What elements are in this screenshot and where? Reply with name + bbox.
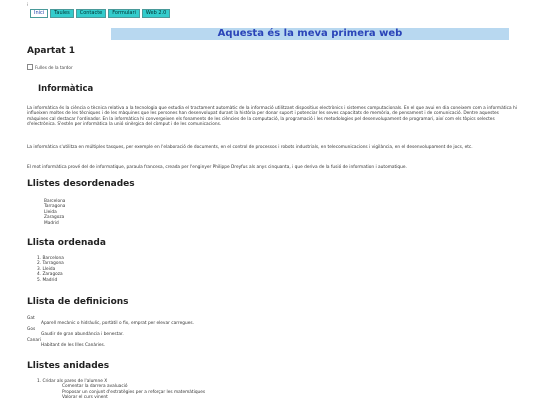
list-item: Barcelona [44, 199, 66, 204]
definition-term: Canari [27, 337, 41, 343]
unordered-list [44, 199, 65, 226]
section-title-apartat1: Apartat 1 [27, 46, 75, 56]
list-item: 5. Madrid [37, 277, 58, 283]
nav-tab-taules[interactable]: Taules [50, 9, 74, 18]
section-title-ordered: Llista ordenada [27, 238, 106, 248]
list-item: Lleida [44, 209, 57, 215]
list-item: 3. Lleida [37, 266, 56, 272]
broken-image-icon [27, 64, 33, 70]
list-item: Proposar un conjunt d'estratègies per a reforçar les matemàtiques [62, 389, 206, 395]
page-banner-title: Aquesta és la meva primera web [111, 28, 509, 40]
nav-tab-inici[interactable]: Inici [30, 9, 48, 18]
ordered-list [37, 256, 64, 283]
list-item: 1. Barcelona [37, 256, 64, 261]
list-item: Comentar la darrera avaluació [62, 384, 128, 390]
definition-list [27, 316, 194, 348]
definition-desc: Aparell mecànic o hidràulic, portàtil o fix, emprat per elevar carregues. [41, 321, 194, 327]
nav-tab-web20[interactable]: Web 2.0 [142, 9, 170, 18]
list-item: 1. Cridar als pares de l'alumne X [37, 379, 108, 384]
corner-mark: ¡ [27, 1, 29, 6]
section-title-unordered: Llistes desordenades [27, 179, 135, 189]
definition-desc: Gaudir de gran abundància i benestar. [41, 332, 124, 338]
definition-desc: Habitant de les Illes Canàries. [41, 343, 106, 349]
paragraph-1: La informàtica és la ciència o tècnica relativa a la tecnologia que estudia el tractament automàtic de la informació utilitzant dispositius electrònics i sistemes computacionals. En el que avui en dia coneixem com a informàtica hi influeixen moltes de les tècniques i de les màquines que les persones han desenvolupat durant la història per donar suport i potenciar les seves capacitats de memòria, de pensament i de comunicació. Dentre aquestes màquines cal destacar l'ordinador. En la informàtica hi convergeixen els fonaments de les ciències de la computació, la programació i les metodologies pel desenvolupament de programari, així com els tòpics selectes d'electrònica. S'estén per informàtica la unió sinèrgica del còmput i de les comunicacions. [27, 106, 517, 128]
list-item: 2. Tarragona [37, 261, 64, 267]
image-alt-text: Fulles de la tardor [35, 64, 73, 70]
nested-list [37, 379, 205, 401]
nav-tab-formulari[interactable]: Formulari [108, 9, 140, 18]
paragraph-2: La informàtica s'utilitza en múltiples tasques, per exemple en l'elaboració de documents, en el control de processos i robots industrials, en telecomunicacions i vigilància, en el desenvolupament de jocs, etc. [27, 145, 473, 150]
list-item: Madrid [44, 220, 59, 226]
definition-term: Gos [27, 326, 36, 332]
main-nav [30, 9, 170, 18]
broken-image [27, 64, 73, 70]
nested-sublist [37, 384, 205, 400]
definition-term: Gat [27, 316, 35, 321]
section-title-informatica: Informàtica [38, 84, 94, 94]
list-item: Valorar el curs vinent [62, 395, 108, 401]
section-title-definitions: Llista de definicions [27, 297, 129, 307]
list-item: 4. Zaragoza [37, 272, 63, 278]
paragraph-3: El mot informàtica prové del de informatique, paraula francesa, creada per l'enginyer Philippe Dreyfus als anys cinquanta, i que deriva de la fusió de information i automatique. [27, 165, 407, 170]
list-item: Tarragona [44, 204, 66, 210]
section-title-nested: Llistes anidades [27, 361, 110, 371]
nav-tab-contacte[interactable]: Contacte [76, 9, 107, 18]
list-item: Zaragoza [44, 215, 65, 221]
